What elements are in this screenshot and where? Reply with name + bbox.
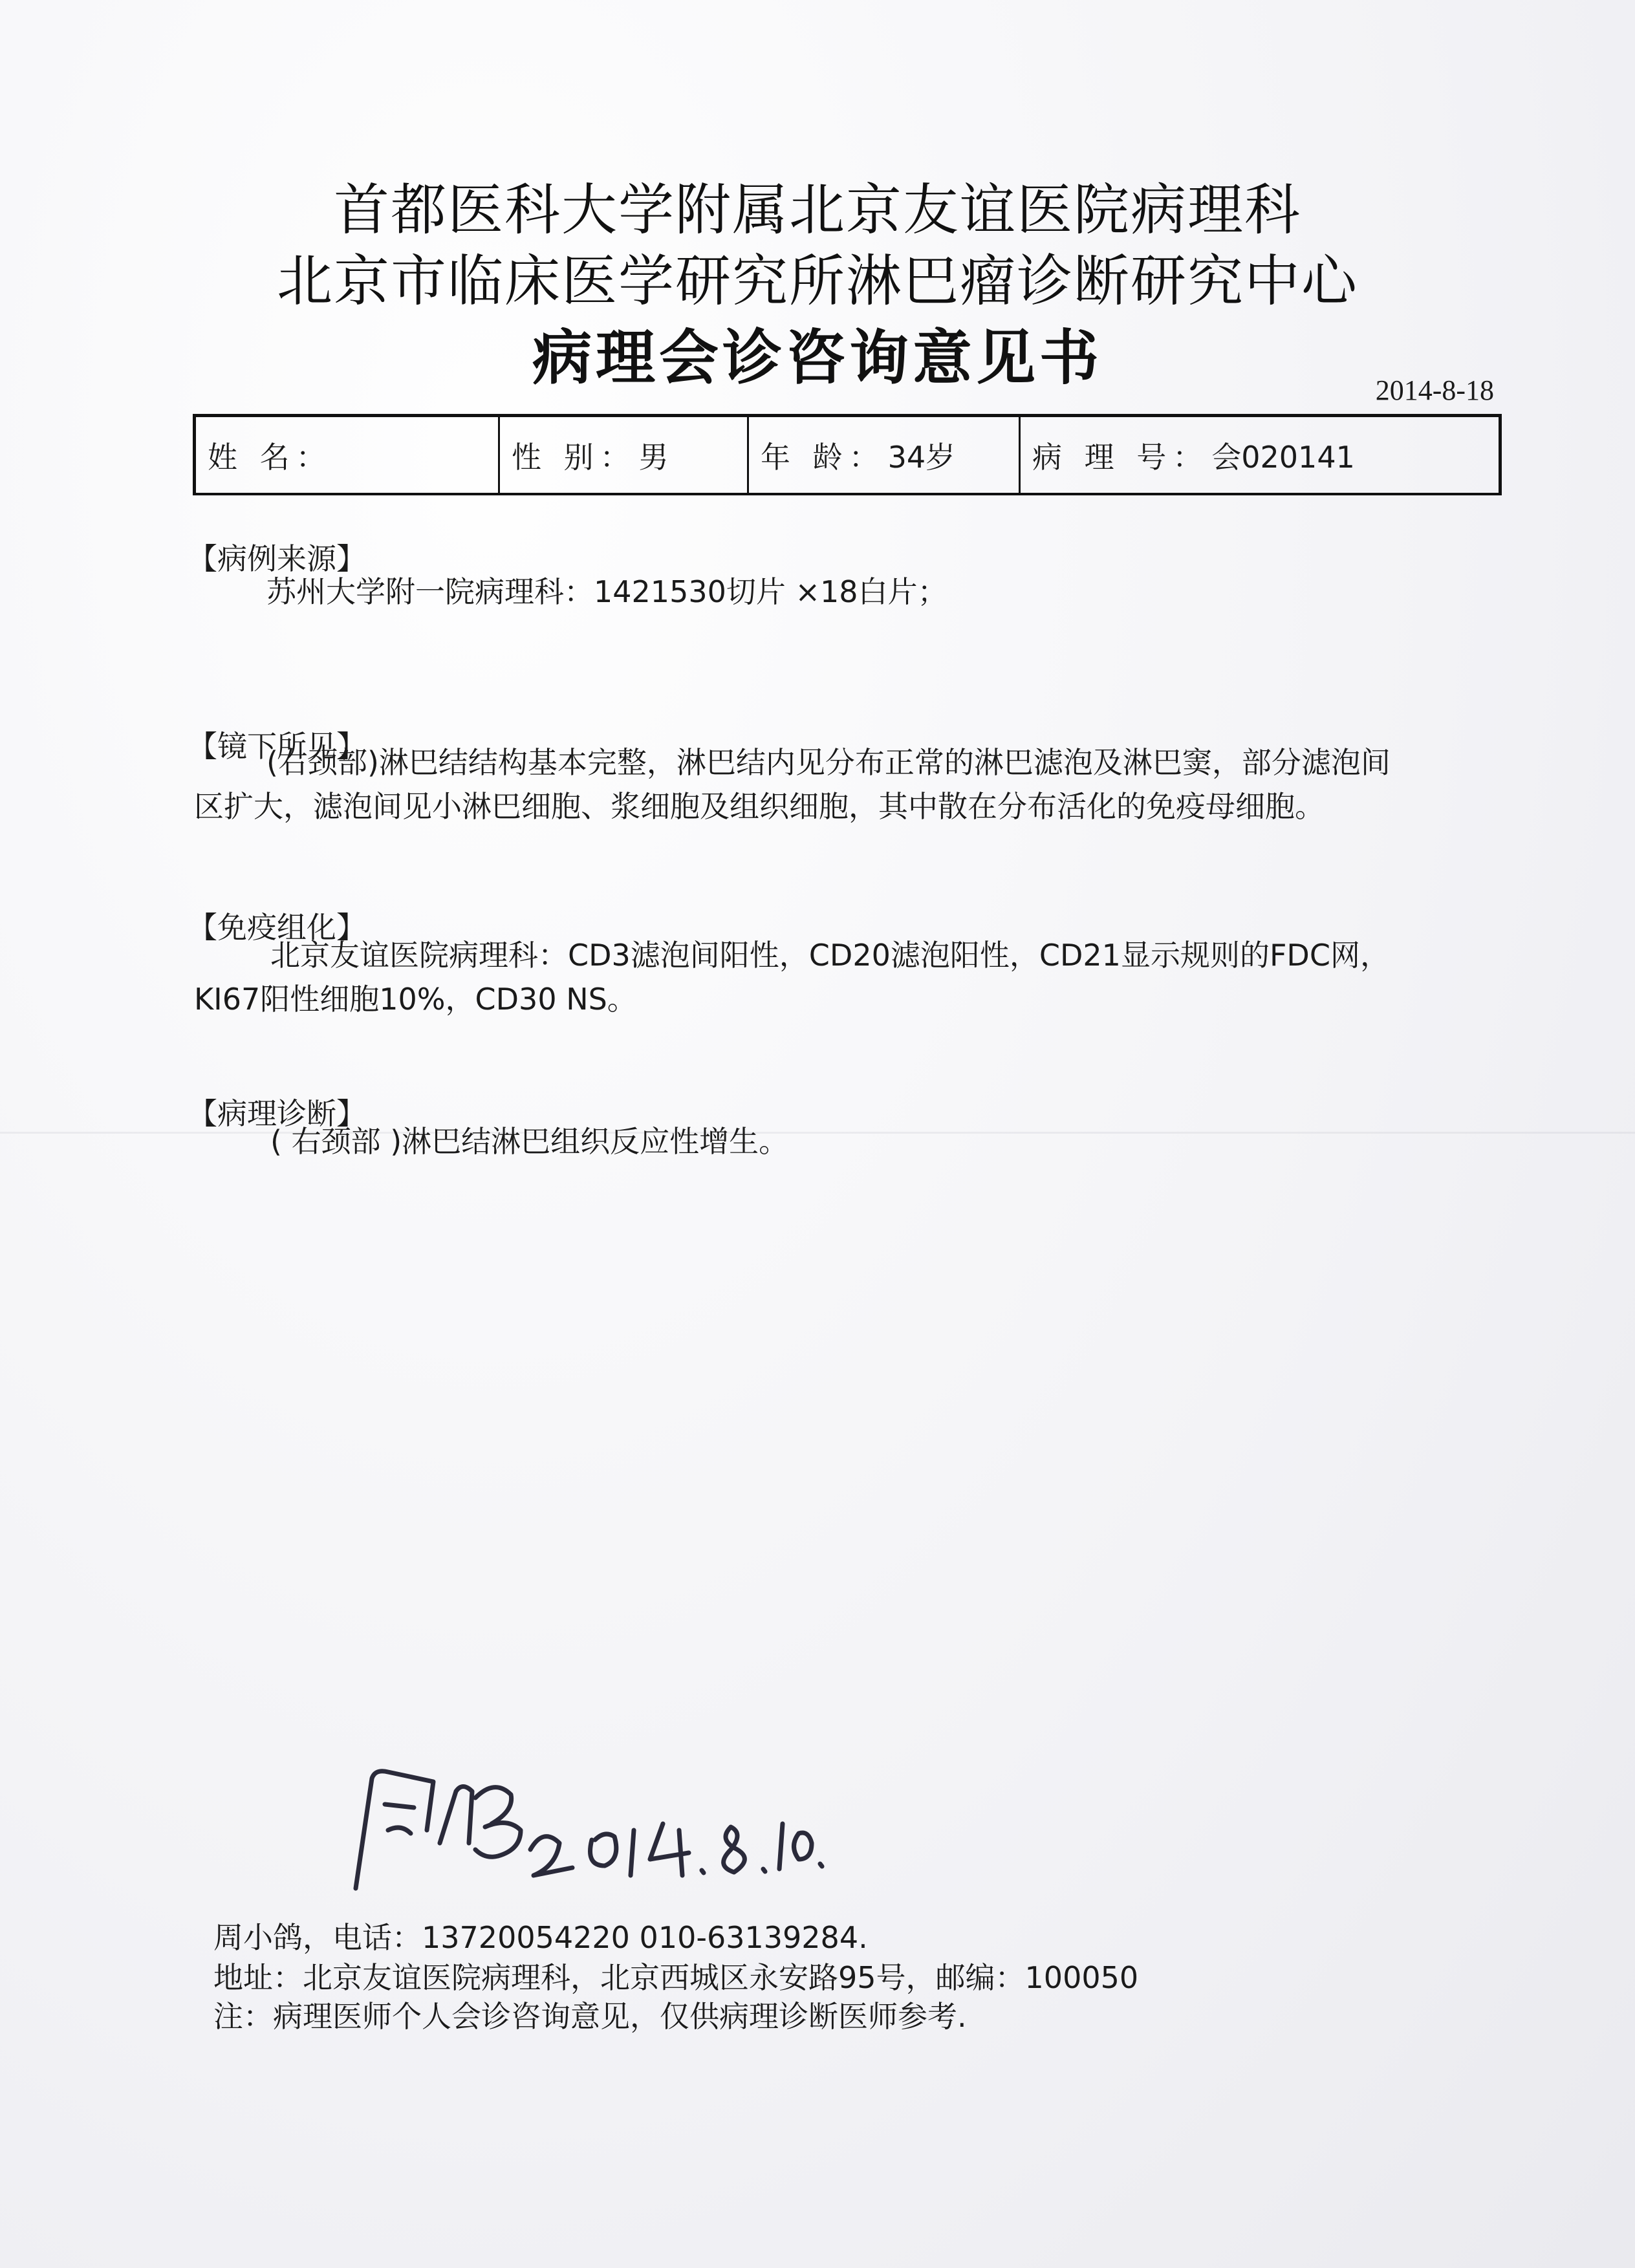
diagnosis-text: ( 右颈部 )淋巴结淋巴组织反应性增生。	[270, 1124, 789, 1159]
ihc-heading: 【免疫组化】	[188, 910, 366, 945]
source-text: 苏州大学附一院病理科：1421530切片 ×18白片；	[266, 574, 947, 609]
sex-value: 男	[638, 439, 669, 475]
report-date: 2014-8-18	[1375, 374, 1494, 406]
age-cell	[749, 417, 1021, 493]
handwritten-signature	[336, 1753, 828, 1908]
age-value: 34岁	[887, 439, 956, 475]
case-number-value: 会020141	[1211, 439, 1355, 475]
document-title: 病理会诊咨询意见书	[532, 323, 1103, 393]
name-label: 姓 名：	[208, 439, 332, 475]
contact-line: 周小鸽，电话：13720054220 010-63139284.	[213, 1920, 868, 1955]
name-cell	[196, 417, 500, 493]
source-heading: 【病例来源】	[188, 541, 366, 576]
ihc-line-1: 北京友谊医院病理科：CD3滤泡间阳性，CD20滤泡阳性，CD21显示规则的FDC网，	[270, 938, 1390, 973]
microscopy-line-1: (右颈部)淋巴结结构基本完整，淋巴结内见分布正常的淋巴滤泡及淋巴窦，部分滤泡间	[266, 745, 1391, 780]
microscopy-heading: 【镜下所见】	[188, 729, 366, 764]
institute-name: 北京市临床医学研究所淋巴瘤诊断研究中心	[277, 249, 1358, 314]
age-label: 年 龄：	[761, 439, 885, 475]
diagnosis-heading: 【病理诊断】	[188, 1096, 366, 1131]
patient-info-table	[193, 414, 1502, 495]
disclaimer-note: 注：病理医师个人会诊咨询意见，仅供病理诊断医师参考.	[213, 1999, 967, 2034]
ihc-line-2: KI67阳性细胞10%，CD30 NS。	[194, 982, 637, 1017]
sex-label: 性 别：	[512, 439, 636, 475]
hospital-name: 首都医科大学附属北京友谊医院病理科	[334, 178, 1301, 243]
address-line: 地址：北京友谊医院病理科，北京西城区永安路95号，邮编：100050	[213, 1960, 1139, 1995]
case-number-label: 病 理 号：	[1032, 439, 1209, 475]
microscopy-line-2: 区扩大，滤泡间见小淋巴细胞、浆细胞及组织细胞，其中散在分布活化的免疫母细胞。	[194, 789, 1325, 824]
sex-cell	[500, 417, 749, 493]
case-number-cell	[1021, 417, 1499, 493]
